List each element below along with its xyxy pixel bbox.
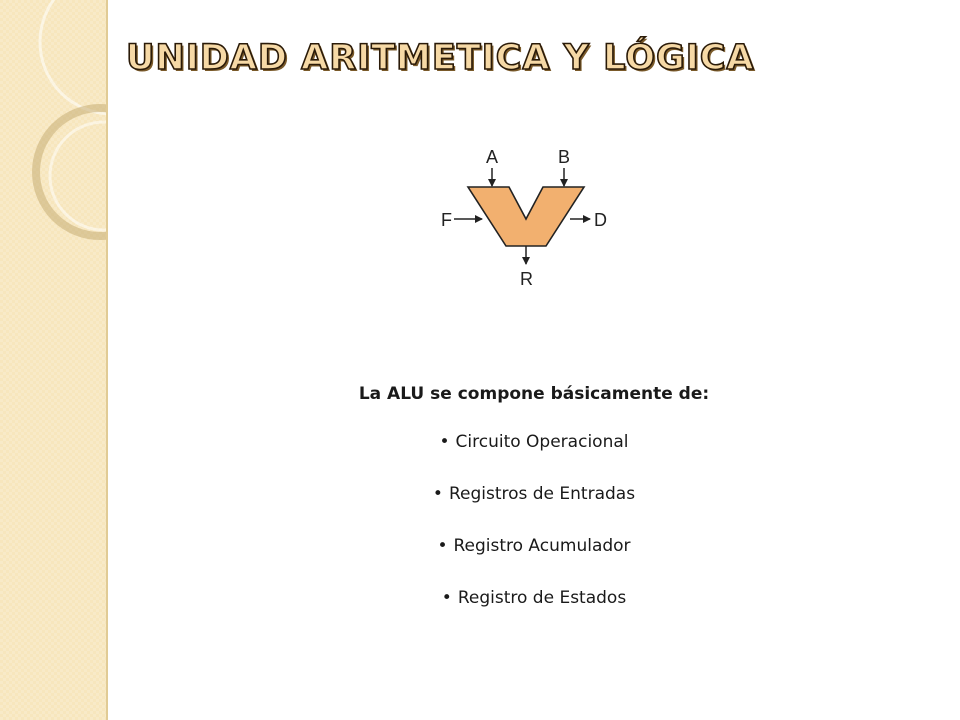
bullet-icon: • (441, 588, 452, 608)
list-item-label: Circuito Operacional (455, 432, 629, 452)
label-r: R (520, 269, 533, 289)
list-item-label: Registros de Entradas (448, 484, 636, 504)
alu-shape (468, 187, 584, 246)
label-b: B (558, 147, 571, 167)
slide-content (108, 372, 960, 624)
alu-diagram (436, 140, 626, 300)
list-item (108, 416, 960, 468)
list-item (108, 468, 960, 520)
list-item-label: Registro Acumulador (453, 536, 631, 556)
intro-text: La ALU se compone básicamente de: (358, 384, 710, 404)
list-item (108, 520, 960, 572)
decorative-rings (0, 0, 106, 720)
label-d: D (594, 210, 607, 230)
slide-title: UNIDAD ARITMETICA Y LÓGICA (126, 38, 755, 78)
bullet-icon: • (439, 432, 450, 452)
decorative-sidebar (0, 0, 106, 720)
component-list (108, 416, 960, 624)
label-f: F (441, 210, 452, 230)
label-a: A (486, 147, 499, 167)
list-item-label: Registro de Estados (457, 588, 627, 608)
bullet-icon: • (432, 484, 443, 504)
list-item (108, 572, 960, 624)
bullet-icon: • (437, 536, 448, 556)
